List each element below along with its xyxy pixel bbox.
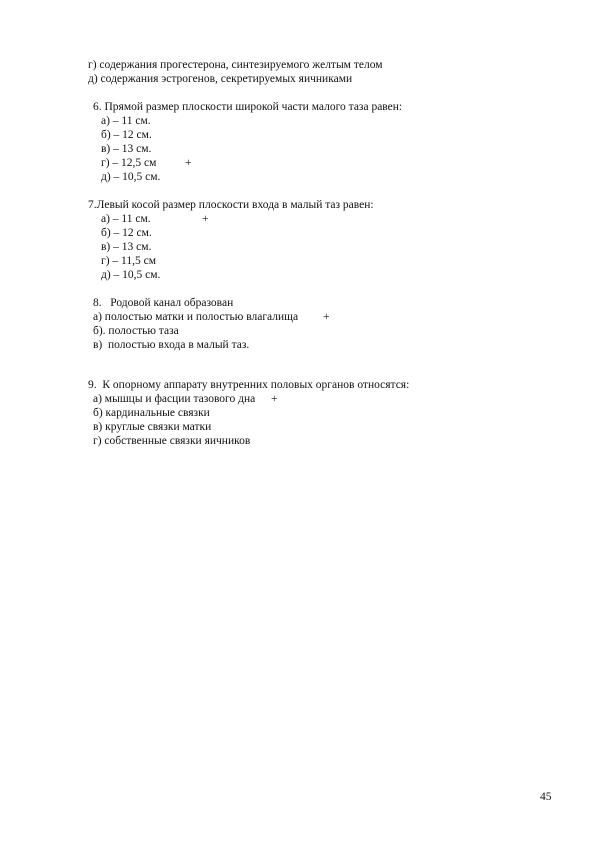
page-number: 45 <box>540 791 552 803</box>
q6-correct-mark: + <box>185 157 192 169</box>
q9-correct-mark: + <box>271 393 278 405</box>
q6-option-e: д) – 10,5 см. <box>101 171 161 183</box>
q9-option-b: б) кардинальные связки <box>93 407 210 419</box>
q6-option-c: в) – 13 см. <box>101 143 152 155</box>
q7-correct-mark: + <box>202 213 209 225</box>
q6-option-b: б) – 12 см. <box>101 129 152 141</box>
question-9-text: 9. К опорному аппарату внутренних половых органов относятся: <box>88 379 410 391</box>
q8-option-c: в) полостью входа в малый таз. <box>93 339 250 351</box>
q7-option-a: а) – 11 см. <box>101 213 151 225</box>
question-6-text: 6. Прямой размер плоскости широкой части малого таза равен: <box>93 101 403 113</box>
q6-option-a: а) – 11 см. <box>101 115 151 127</box>
question-7-text: 7.Левый косой размер плоскости входа в малый таз равен: <box>88 199 374 211</box>
q8-option-a: а) полостью матки и полостью влагалища <box>93 311 299 323</box>
question-8-text: 8. Родовой канал образован <box>93 297 234 309</box>
q8-correct-mark: + <box>323 311 330 323</box>
q7-option-e: д) – 10,5 см. <box>101 269 161 281</box>
q6-option-d: г) – 12,5 см <box>101 157 157 169</box>
q9-option-c: в) круглые связки матки <box>93 421 212 433</box>
q8-option-b: б). полостью таза <box>93 325 179 337</box>
q9-option-a: а) мышцы и фасции тазового дна <box>93 393 256 405</box>
q9-option-d: г) собственные связки яичников <box>93 435 251 447</box>
answer-option-d: д) содержания эстрогенов, секретируемых яичниками <box>88 73 353 85</box>
q7-option-d: г) – 11,5 см <box>101 255 157 267</box>
answer-option-g: г) содержания прогестерона, синтезируемого желтым телом <box>88 59 383 71</box>
q7-option-c: в) – 13 см. <box>101 241 152 253</box>
q7-option-b: б) – 12 см. <box>101 227 152 239</box>
